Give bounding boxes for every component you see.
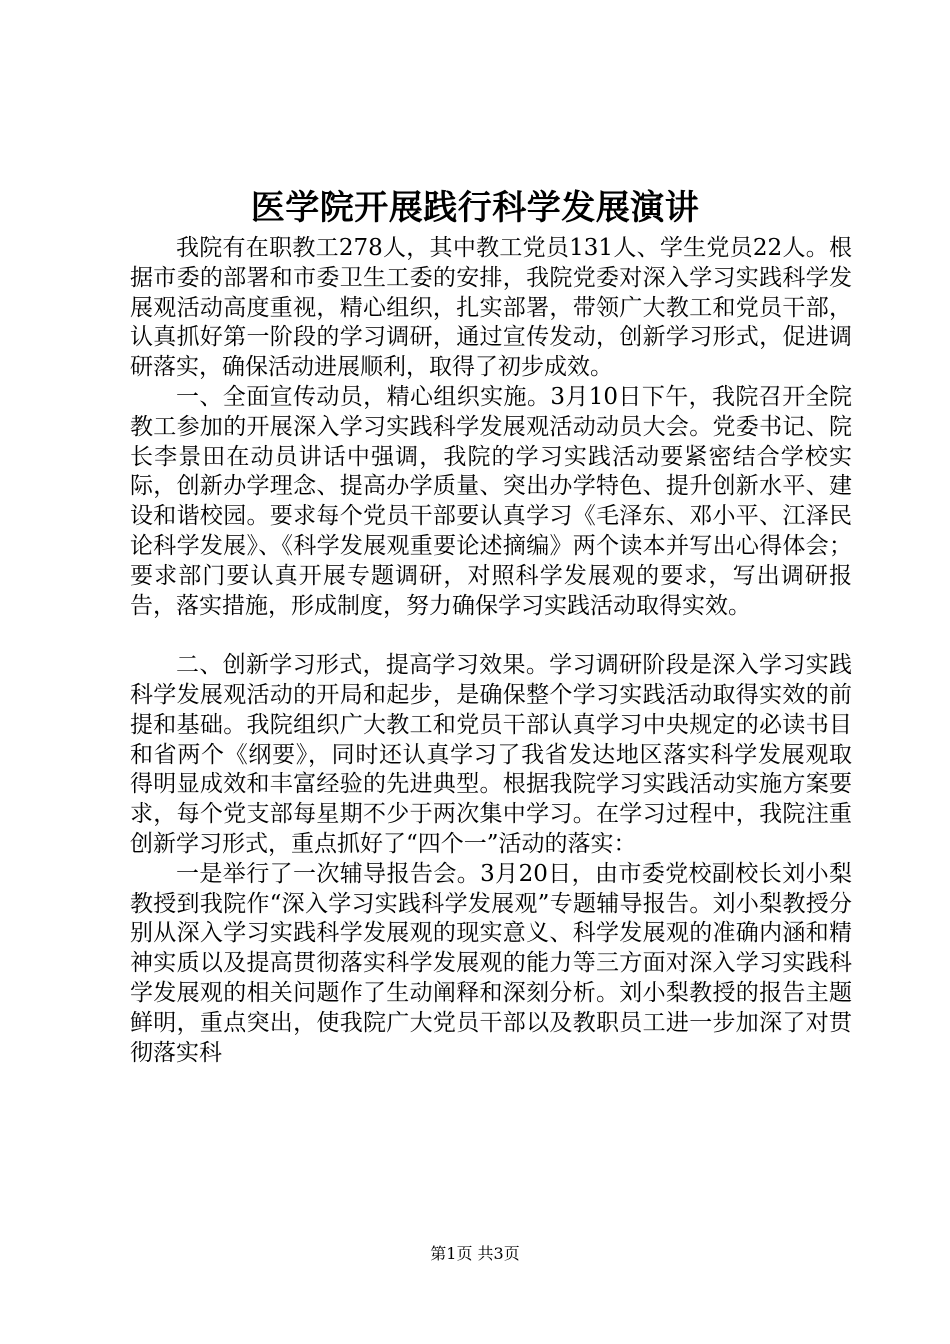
document-body xyxy=(130,234,852,1068)
paragraph-intro: 我院有在职教工278人，其中教工党员131人、学生党员22人。根据市委的部署和市委卫生工委的安排，我院党委对深入学习实践科学发展观活动高度重视，精心组织，扎实部署，带领广大教工和党员干部，认真抓好第一阶段的学习调研，通过宣传发动，创新学习形式，促进调研落实，确保活动进展顺利，取得了初步成效。 xyxy=(130,235,852,381)
paragraph-section-two: 二、创新学习形式，提高学习效果。学习调研阶段是深入学习实践科学发展观活动的开局和起步，是确保整个学习实践活动取得实效的前提和基础。我院组织广大教工和党员干部认真学习中央规定的必读书目和省两个《纲要》，同时还认真学习了我省发达地区落实科学发展观取得明显成效和丰富经验的先进典型。根据我院学习实践活动实施方案要求，每个党支部每星期不少于两次集中学习。在学习过程中，我院注重创新学习形式，重点抓好了“四个一”活动的落实： xyxy=(130,652,852,857)
page-footer: 第1页 共3页 xyxy=(430,1244,520,1263)
paragraph-item-one: 一是举行了一次辅导报告会。3月20日，由市委党校副校长刘小梨教授到我院作“深入学习实践科学发展观”专题辅导报告。刘小梨教授分别从深入学习实践科学发展观的现实意义、科学发展观的准确内涵和精神实质以及提高贯彻落实科学发展观的能力等三方面对深入学习实践科学发展观的相关问题作了生动阐释和深刻分析。刘小梨教授的报告主题鲜明，重点突出，使我院广大党员干部以及教职员工进一步加深了对贯彻落实科 xyxy=(130,860,852,1066)
document-title: 医学院开展践行科学发展演讲 xyxy=(250,188,700,228)
paragraph-section-one: 一、全面宣传动员，精心组织实施。3月10日下午，我院召开全院教工参加的开展深入学习实践科学发展观活动动员大会。党委书记、院长李景田在动员讲话中强调，我院的学习实践活动要紧密结合学校实际，创新办学理念、提高办学质量、突出办学特色、提升创新水平、建设和谐校园。要求每个党员干部要认真学习《毛泽东、邓小平、江泽民论科学发展》、《科学发展观重要论述摘编》两个读本并写出心得体会；要求部门要认真开展专题调研，对照科学发展观的要求，写出调研报告，落实措施，形成制度，努力确保学习实践活动取得实效。 xyxy=(130,383,852,619)
